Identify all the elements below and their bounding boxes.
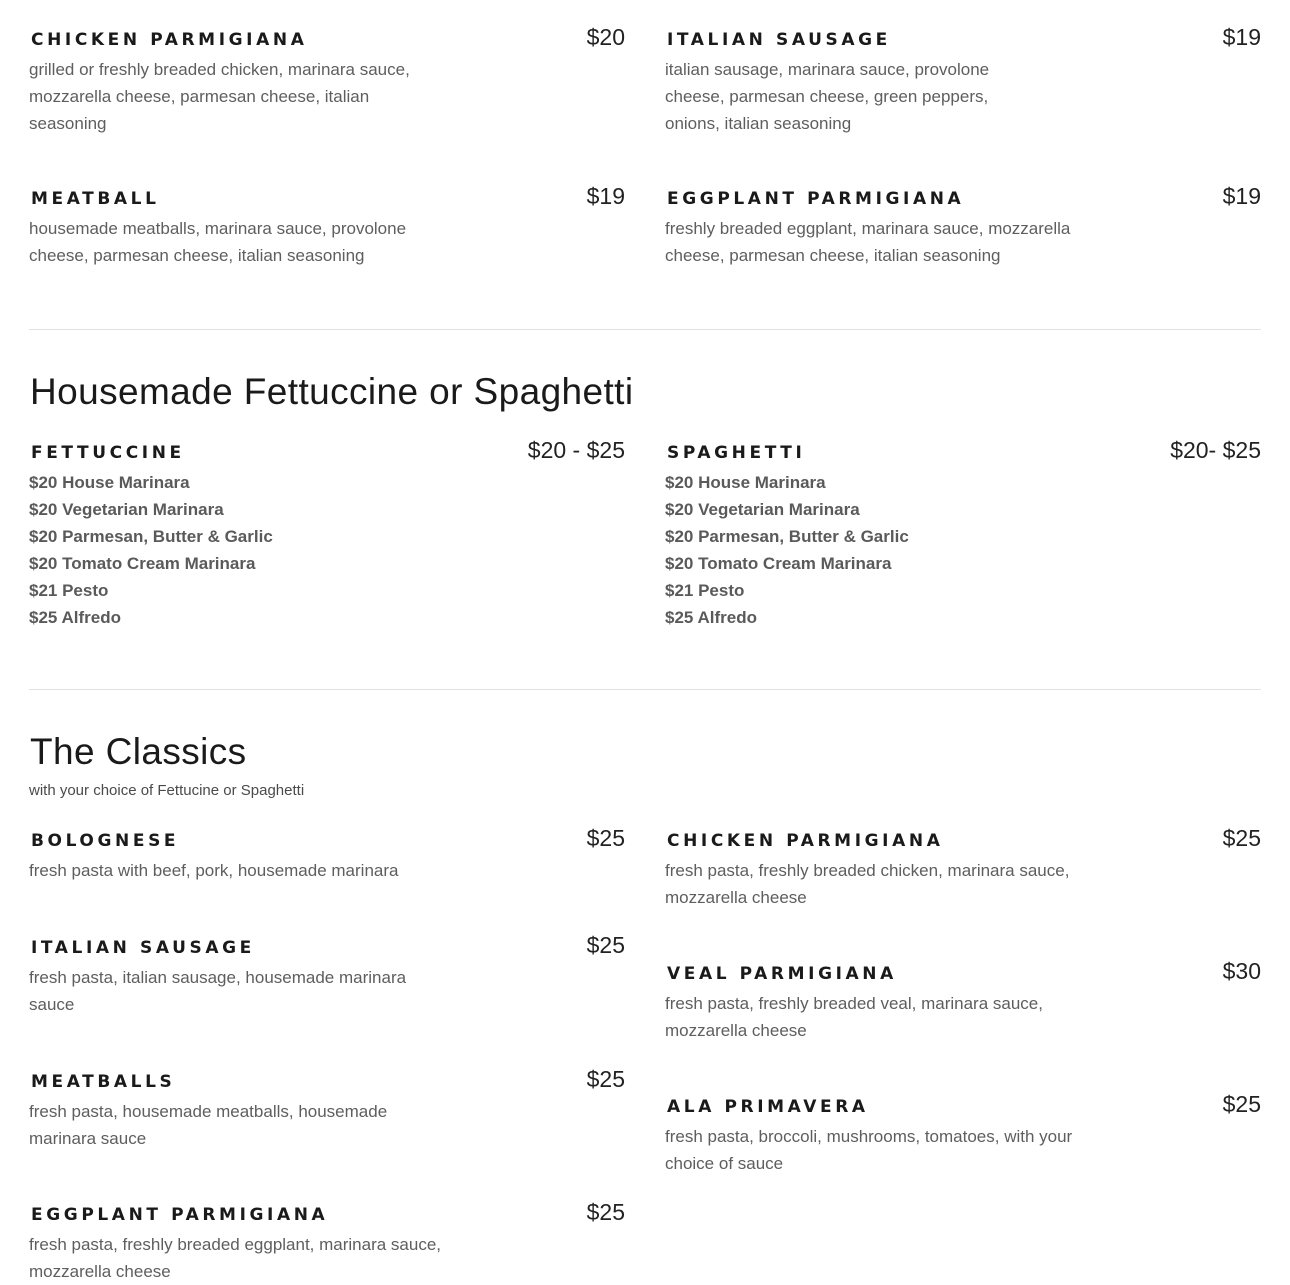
- item-price: $20 - $25: [527, 437, 625, 463]
- menu-item: [665, 823, 1261, 911]
- option-item: $20 House Marinara: [665, 473, 826, 492]
- item-name: CHICKEN PARMIGIANA: [31, 30, 308, 50]
- menu-item: [29, 22, 625, 137]
- item-description: fresh pasta, freshly breaded veal, marinara sauce, mozzarella cheese: [665, 994, 1043, 1040]
- item-price: $25: [586, 1066, 625, 1092]
- section-subtitle: with your choice of Fettucine or Spaghetti: [29, 782, 305, 799]
- section-title: Housemade Fettuccine or Spaghetti: [30, 371, 634, 412]
- item-description: freshly breaded eggplant, marinara sauce, mozzarella cheese, parmesan cheese, italian seasoning: [665, 219, 1071, 265]
- column-left: [29, 22, 625, 269]
- option-item: $21 Pesto: [665, 581, 745, 600]
- item-name: BOLOGNESE: [31, 831, 180, 851]
- section-top-items: [29, 22, 1261, 269]
- option-item: $20 Parmesan, Butter & Garlic: [29, 527, 273, 546]
- column-left: [29, 435, 625, 631]
- menu-item: [29, 181, 625, 269]
- item-price: $20- $25: [1170, 437, 1261, 463]
- option-item: $20 Tomato Cream Marinara: [665, 554, 892, 573]
- item-price: $25: [1222, 1091, 1261, 1117]
- item-price: $19: [586, 183, 625, 209]
- item-name: EGGPLANT PARMIGIANA: [667, 189, 965, 209]
- option-item: $20 House Marinara: [29, 473, 190, 492]
- menu-item: [665, 1089, 1261, 1177]
- item-description: italian sausage, marinara sauce, provolone cheese, parmesan cheese, green peppers, onions, italian seasoning: [665, 60, 990, 133]
- menu-item: [29, 930, 625, 1018]
- item-price: $19: [1222, 24, 1261, 50]
- option-item: $25 Alfredo: [665, 608, 757, 627]
- item-description: fresh pasta with beef, pork, housemade marinara: [29, 861, 399, 880]
- item-name: CHICKEN PARMIGIANA: [667, 831, 944, 851]
- item-description: grilled or freshly breaded chicken, marinara sauce, mozzarella cheese, parmesan cheese, italian seasoning: [29, 60, 410, 133]
- option-item: $20 Tomato Cream Marinara: [29, 554, 256, 573]
- option-item: $21 Pesto: [29, 581, 109, 600]
- item-description: fresh pasta, freshly breaded chicken, marinara sauce, mozzarella cheese: [665, 861, 1070, 907]
- item-price: $30: [1222, 958, 1261, 984]
- column-right: [665, 22, 1261, 269]
- item-price: $20: [586, 24, 625, 50]
- section-title: The Classics: [30, 731, 247, 772]
- item-name: EGGPLANT PARMIGIANA: [31, 1205, 329, 1225]
- menu-item: [29, 823, 625, 884]
- column-right: [665, 823, 1261, 1285]
- item-price: $19: [1222, 183, 1261, 209]
- item-name: FETTUCCINE: [31, 443, 185, 463]
- section-divider: [29, 329, 1261, 330]
- item-description: fresh pasta, freshly breaded eggplant, marinara sauce, mozzarella cheese: [29, 1235, 442, 1281]
- column-right: [665, 435, 1261, 631]
- option-list: [665, 469, 1261, 631]
- item-name: ITALIAN SAUSAGE: [667, 30, 891, 50]
- item-description: housemade meatballs, marinara sauce, provolone cheese, parmesan cheese, italian seasoning: [29, 219, 407, 265]
- menu-item: [665, 956, 1261, 1044]
- menu-item: [29, 435, 625, 631]
- menu-item: [665, 435, 1261, 631]
- menu-item: [665, 181, 1261, 269]
- option-item: $20 Vegetarian Marinara: [665, 500, 860, 519]
- item-name: ALA PRIMAVERA: [667, 1097, 869, 1117]
- menu-item: [29, 1064, 625, 1152]
- menu-item: [29, 1197, 625, 1285]
- item-name: SPAGHETTI: [667, 443, 806, 463]
- item-price: $25: [586, 932, 625, 958]
- menu-item: [665, 22, 1261, 137]
- item-name: ITALIAN SAUSAGE: [31, 938, 255, 958]
- section-classics: [29, 823, 1261, 1285]
- option-item: $25 Alfredo: [29, 608, 121, 627]
- item-name: VEAL PARMIGIANA: [667, 964, 897, 984]
- item-price: $25: [586, 825, 625, 851]
- item-name: MEATBALL: [31, 189, 160, 209]
- option-item: $20 Parmesan, Butter & Garlic: [665, 527, 909, 546]
- item-price: $25: [1222, 825, 1261, 851]
- column-left: [29, 823, 625, 1285]
- section-divider: [29, 689, 1261, 690]
- item-description: fresh pasta, housemade meatballs, housemade marinara sauce: [29, 1102, 388, 1148]
- item-description: fresh pasta, italian sausage, housemade marinara sauce: [29, 968, 407, 1014]
- option-list: [29, 469, 625, 631]
- item-name: MEATBALLS: [31, 1072, 176, 1092]
- section-pasta: [29, 435, 1261, 631]
- item-price: $25: [586, 1199, 625, 1225]
- option-item: $20 Vegetarian Marinara: [29, 500, 224, 519]
- item-description: fresh pasta, broccoli, mushrooms, tomatoes, with your choice of sauce: [665, 1127, 1073, 1173]
